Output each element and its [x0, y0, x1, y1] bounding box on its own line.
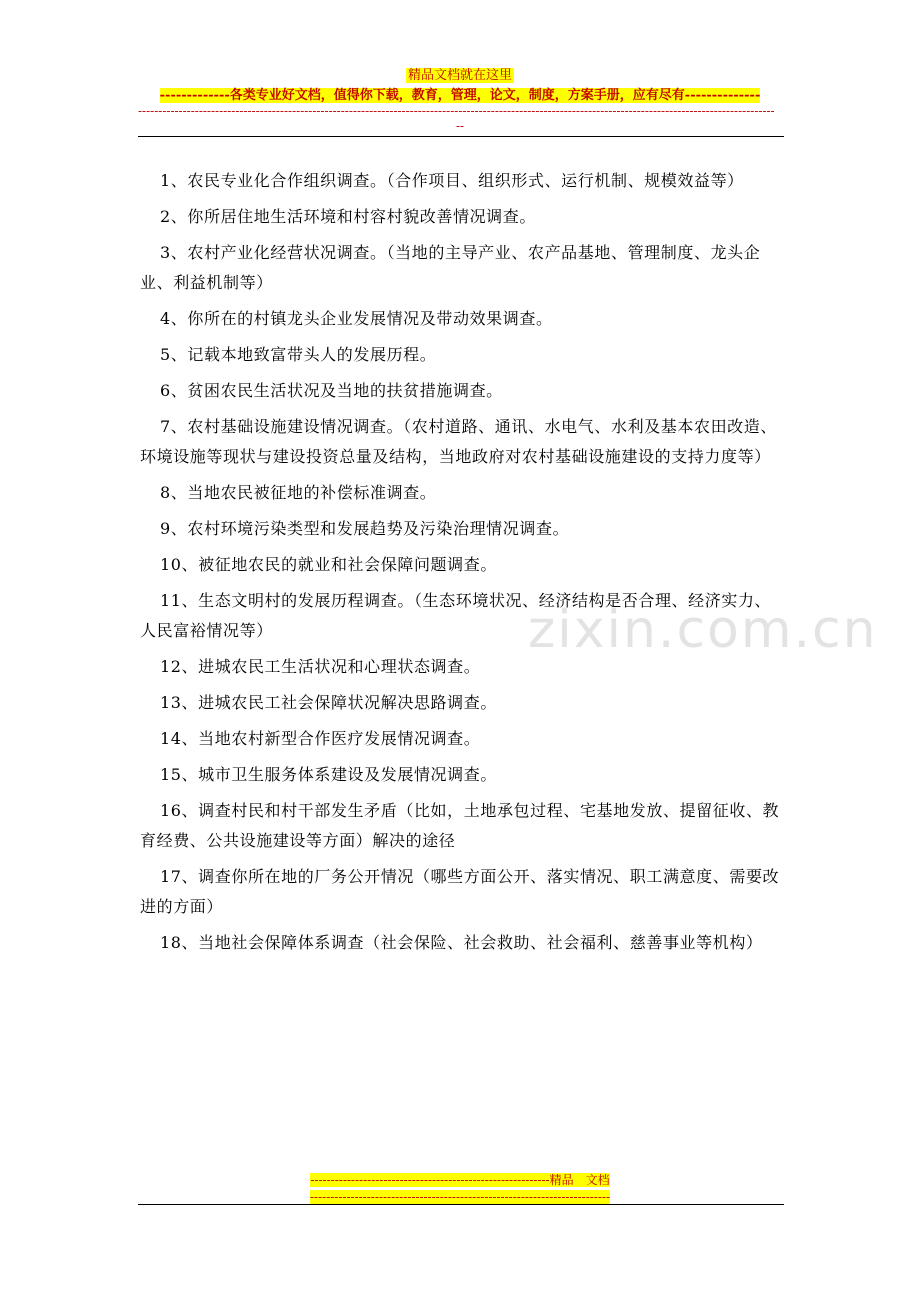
list-item: 8、当地农民被征地的补偿标准调查。 [160, 483, 437, 502]
list-item: 13、进城农民工社会保障状况解决思路调查。 [160, 693, 497, 712]
header-subtitle: -------------各类专业好文档，值得你下载，教育，管理，论文，制度，方案手册，应有尽有-------------- [159, 88, 761, 103]
list-item: 6、贫困农民生活状况及当地的扶贫措施调查。 [160, 381, 503, 400]
list-item: 15、城市卫生服务体系建设及发展情况调查。 [160, 765, 497, 784]
list-item: 3、农村产业化经营状况调查。（当地的主导产业、农产品基地、管理制度、龙头企业、利益机制等） [140, 243, 761, 292]
footer-line-1: -----------------------------------------------------------精品 文档 [310, 1173, 610, 1187]
watermark: zixin.com.cn [528, 600, 878, 660]
list-item: 7、农村基础设施建设情况调查。（农村道路、通讯、水电气、水利及基本农田改造、环境设施等现状与建设投资总量及结构，当地政府对农村基础设施建设的支持力度等） [140, 417, 777, 466]
list-item: 18、当地社会保障体系调查（社会保险、社会救助、社会福利、慈善事业等机构） [160, 933, 763, 952]
list-item: 4、你所在的村镇龙头企业发展情况及带动效果调查。 [160, 309, 553, 328]
document-body [140, 166, 784, 964]
list-item: 2、你所居住地生活环境和村容村貌改善情况调查。 [160, 207, 536, 226]
list-item: 14、当地农村新型合作医疗发展情况调查。 [160, 729, 481, 748]
list-item: 5、记载本地致富带头人的发展历程。 [160, 345, 437, 364]
header-rule [138, 136, 784, 137]
list-item: 11、生态文明村的发展历程调查。（生态环境状况、经济结构是否合理、经济实力、人民富裕情况等） [140, 591, 772, 640]
header-dash-tail: -- [455, 119, 465, 133]
footer-line-2: -------------------------------------------------------------------------- [309, 1190, 611, 1204]
list-item: 12、进城农民工生活状况和心理状态调查。 [160, 657, 481, 676]
header-dash-line: ------------------------------------------------------------------------------------------------------------------------------------------------------------- [138, 104, 775, 118]
list-item: 1、农民专业化合作组织调查。（合作项目、组织形式、运行机制、规模效益等） [160, 171, 744, 190]
footer-rule [138, 1204, 784, 1205]
list-item: 9、农村环境污染类型和发展趋势及污染治理情况调查。 [160, 519, 570, 538]
list-item: 17、调查你所在地的厂务公开情况（哪些方面公开、落实情况、职工满意度、需要改进的方面） [140, 867, 780, 916]
list-item: 10、被征地农民的就业和社会保障问题调查。 [160, 555, 497, 574]
header-title: 精品文档就在这里 [407, 68, 512, 83]
list-item: 16、调查村民和村干部发生矛盾（比如，土地承包过程、宅基地发放、提留征收、教育经费、公共设施建设等方面）解决的途径 [140, 801, 780, 850]
